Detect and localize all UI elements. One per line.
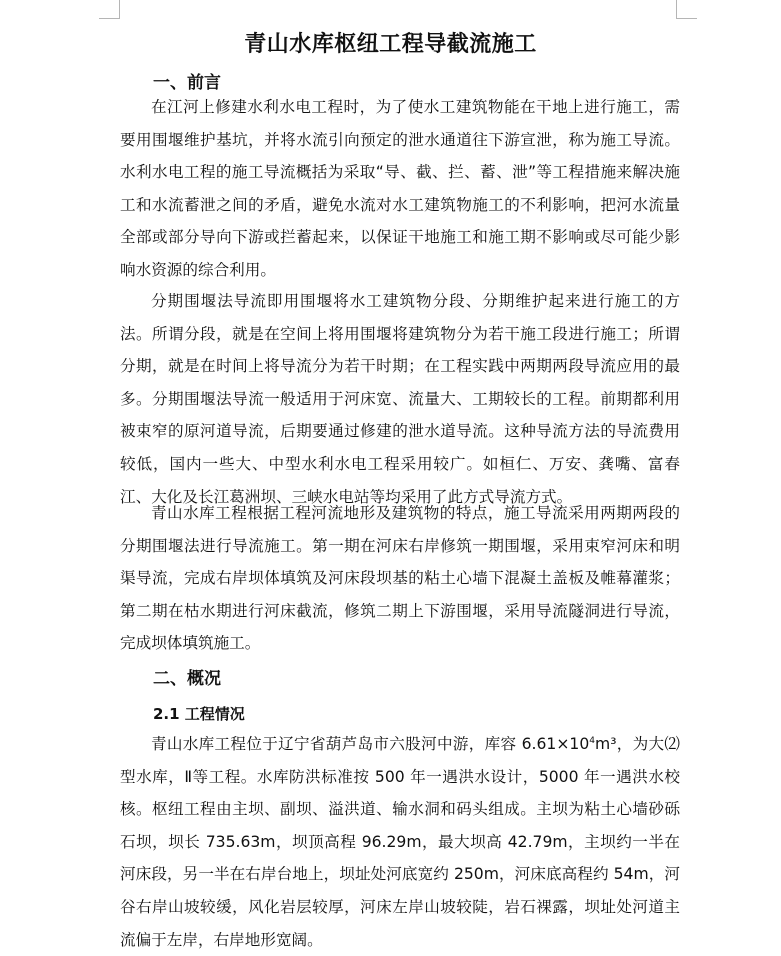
crop-mark-top-right <box>676 0 697 19</box>
document-title: 青山水库枢纽工程导截流施工 <box>244 32 537 57</box>
project-paragraph <box>120 728 680 956</box>
project-paragraph-text-2: m³，为大⑵型水库，Ⅱ等工程。水库防洪标准按 500 年一遇洪水设计，5000 年一遇洪水校核。枢纽工程由主坝、副坝、溢洪道、输水洞和码头组成。主坝为粘土心墙砂砾石坝，坝长 735.63m，坝顶高程 96.29m，最大坝高 42.79m，主坝约一半在河床段，另一半在右岸台地上，坝址处河底宽约 250m，河床底高程约 54m，河谷右岸山坡较缓，风化岩层较厚，河床左岸山坡较陡，岩石裸露，坝址处河道主流偏于左岸，右岸地形宽阔。 <box>120 735 680 949</box>
section-heading-preface: 一、前言 <box>153 73 221 93</box>
section-heading-overview: 二、概况 <box>153 669 221 689</box>
subsection-heading-project: 2.1 工程情况 <box>153 705 245 723</box>
project-paragraph-superscript: 4 <box>589 735 595 746</box>
preface-paragraph-2: 分期围堰法导流即用围堰将水工建筑物分段、分期维护起来进行施工的方法。所谓分段，就是在空间上将用围堰将建筑物分为若干施工段进行施工；所谓分期，就是在时间上将导流分为若干时期；在工程实践中两期两段导流应用的最多。分期围堰法导流一般适用于河床宽、流量大、工期较长的工程。前期都利用被束窄的原河道导流，后期要通过修建的泄水道导流。这种导流方法的导流费用较低，国内一些大、中型水利水电工程采用较广。如桓仁、万安、龚嘴、富春江、大化及长江葛洲坝、三峡水电站等均采用了此方式导流方式。 <box>120 292 680 506</box>
project-paragraph-text-1: 青山水库工程位于辽宁省葫芦岛市六股河中游，库容 6.61×10 <box>151 735 590 753</box>
crop-mark-top-left <box>99 0 120 19</box>
preface-paragraph-1: 在江河上修建水利水电工程时，为了使水工建筑物能在干地上进行施工，需要用围堰维护基坑，并将水流引向预定的泄水通道往下游宣泄，称为施工导流。水利水电工程的施工导流概括为采取“导、截、拦、蓄、泄”等工程措施来解决施工和水流蓄泄之间的矛盾，避免水流对水工建筑物施工的不利影响，把河水流量全部或部分导向下游或拦蓄起来，以保证干地施工和施工期不影响或尽可能少影响水资源的综合利用。 <box>120 98 680 279</box>
preface-paragraph-3: 青山水库工程根据工程河流地形及建筑物的特点，施工导流采用两期两段的分期围堰法进行导流施工。第一期在河床右岸修筑一期围堰，采用束窄河床和明渠导流，完成右岸坝体填筑及河床段坝基的粘土心墙下混凝土盖板及帷幕灌浆；第二期在枯水期进行河床截流，修筑二期上下游围堰，采用导流隧洞进行导流，完成坝体填筑施工。 <box>120 504 680 653</box>
